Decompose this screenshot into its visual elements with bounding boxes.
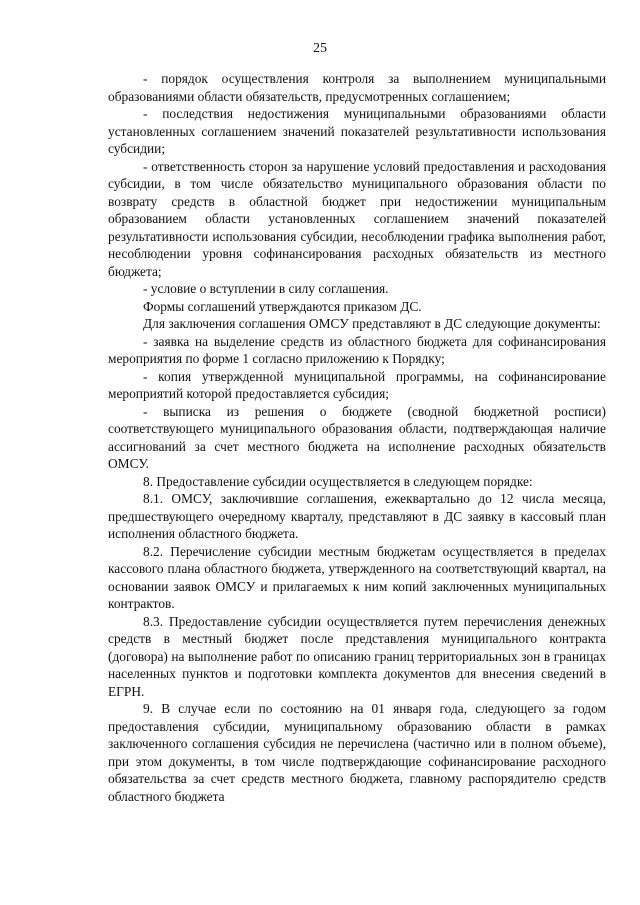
paragraph-section-8-1: 8.1. ОМСУ, заключившие соглашения, ежеквартально до 12 числа месяца, предшествующего очередному кварталу, представляют в ДС заявку в кассовый план исполнения областного бюджета. — [108, 491, 606, 541]
paragraph-application: - заявка на выделение средств из областного бюджета для софинансирования мероприятия по форме 1 согласно приложению к Порядку; — [108, 333, 606, 366]
paragraph-section-9: 9. В случае если по состоянию на 01 января года, следующего за годом предоставления субсидии, муниципальному образованию области в рамках заключенного соглашения субсидия не перечислена (частично или в полном объеме), при этом документы, в том числе подтверждающие софинансирование расходного обязательства за счет средств местного бюджета, главному распорядителю средств областного бюджета — [108, 701, 606, 804]
paragraph-budget-extract: - выписка из решения о бюджете (сводной бюджетной росписи) соответствующего муниципального образования области, подтверждающая наличие ассигнований за счет местного бюджета на исполнение расходных обязательств ОМСУ. — [108, 403, 606, 471]
paragraph-section-8-3: 8.3. Предоставление субсидии осуществляется путем перечисления денежных средств в местный бюджет после представления муниципального контракта (договора) на выполнение работ по описанию границ территориальных зон в границах населенных пунктов и подготовки комплекта документов для внесения сведений в ЕГРН. — [108, 613, 606, 699]
page-number: 25 — [313, 41, 327, 56]
paragraph-responsibility: - ответственность сторон за нарушение условий предоставления и расходования субсидии, в том числе обязательство муниципального образования области по возврату средств в областной бюджет при недостижении муниципальным образованием области установленных соглашением значений показателей результативности использования субсидии, несоблюдении графика выполнения работ, несоблюдении уровня софинансирования расходных обязательств из местного бюджета; — [108, 158, 606, 279]
paragraph-section-8: 8. Предоставление субсидии осуществляется в следующем порядке: — [143, 473, 533, 489]
paragraph-section-8-2: 8.2. Перечисление субсидии местным бюджетам осуществляется в пределах кассового плана областного бюджета, утвержденного на соответствующий квартал, на основании заявок ОМСУ и прилагаемых к ним копий заключенных муниципальных контрактов. — [108, 543, 606, 611]
paragraph-agreement-forms: Формы соглашений утверждаются приказом ДС. — [143, 298, 422, 314]
paragraph-control-procedure: - порядок осуществления контроля за выполнением муниципальными образованиями области обязательств, предусмотренных соглашением; — [108, 71, 606, 104]
paragraph-consequences: - последствия недостижения муниципальными образованиями области установленных соглашением значений показателей результативности использования субсидии; — [108, 106, 606, 156]
paragraph-entry-into-force: - условие о вступлении в силу соглашения. — [143, 281, 389, 296]
paragraph-program-copy: - копия утвержденной муниципальной программы, на софинансирование мероприятий которой предоставляется субсидия; — [108, 368, 606, 401]
paragraph-documents-intro: Для заключения соглашения ОМСУ представляют в ДС следующие документы: — [143, 316, 601, 331]
document-body — [108, 70, 606, 805]
